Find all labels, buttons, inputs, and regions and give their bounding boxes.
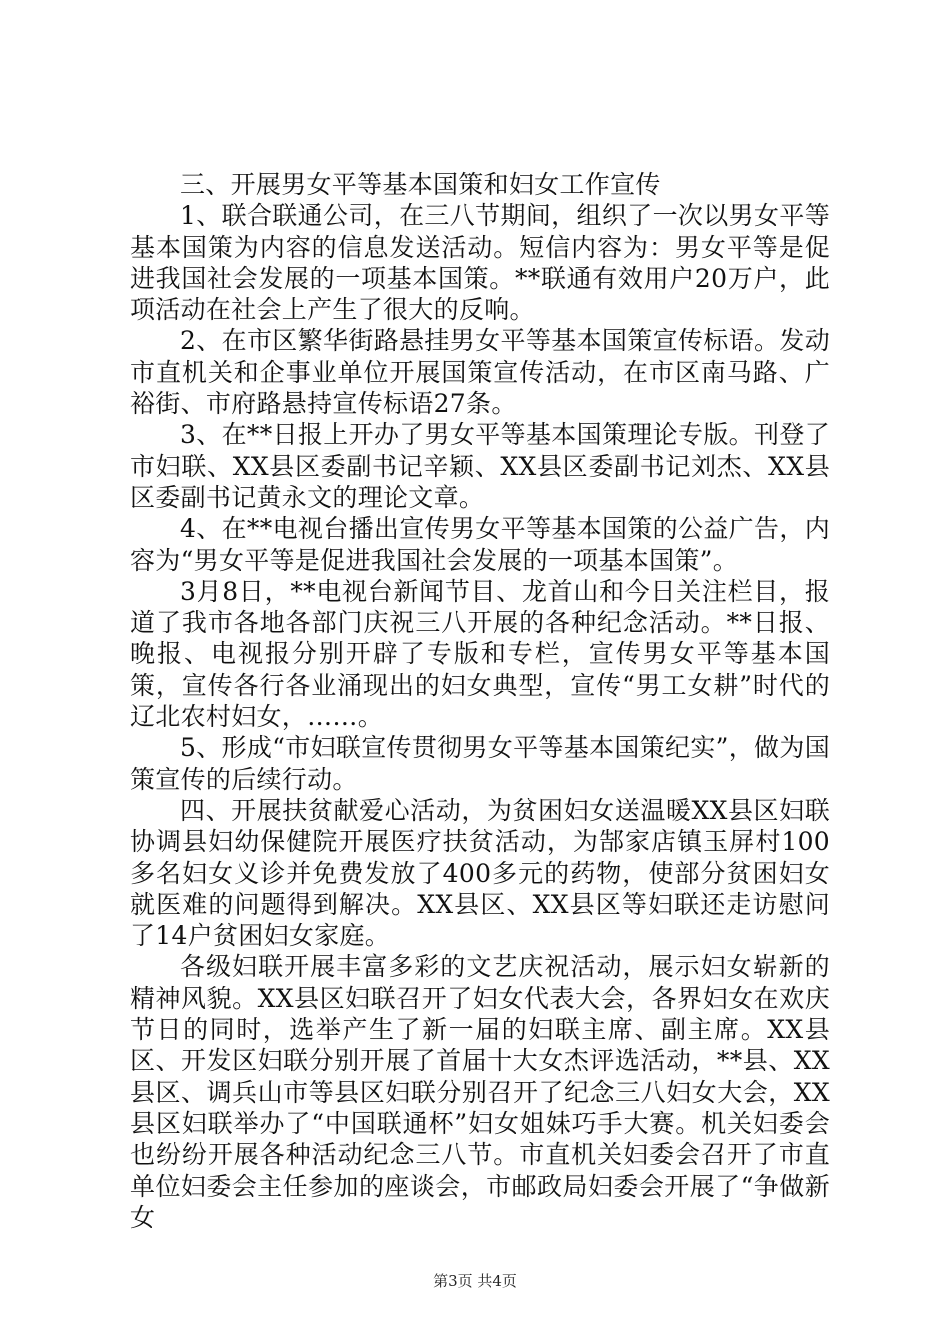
paragraph-march-8: 3月8日，**电视台新闻节目、龙首山和今日关注栏目，报道了我市各地各部门庆祝三八开展的各种纪念活动。**日报、晚报、电视报分别开辟了专版和专栏，宣传男女平等基本国策，宣传各行各业涌现出的妇女典型，宣传“男工女耕”时代的辽北农村妇女，……。 bbox=[130, 576, 830, 732]
document-body bbox=[130, 169, 830, 1233]
section-heading-3: 三、开展男女平等基本国策和妇女工作宣传 bbox=[180, 170, 661, 199]
paragraph-item-4: 4、在**电视台播出宣传男女平等基本国策的公益广告，内容为“男女平等是促进我国社会发展的一项基本国策”。 bbox=[130, 514, 830, 575]
paragraph-item-2: 2、在市区繁华街路悬挂男女平等基本国策宣传标语。发动市直机关和企事业单位开展国策宣传活动，在市区南马路、广裕街、市府路悬持宣传标语27条。 bbox=[130, 326, 830, 419]
paragraph-item-3: 3、在**日报上开办了男女平等基本国策理论专版。刊登了市妇联、XX县区委副书记辛颖、XX县区委副书记刘杰、XX县区委副书记黄永文的理论文章。 bbox=[130, 420, 830, 512]
page-number-footer: 第3页 共4页 bbox=[433, 1272, 517, 1290]
section-heading-4: 四、开展扶贫献爱心活动，为贫困妇女送温暖XX县区妇联协调县妇幼保健院开展医疗扶贫活动，为郜家店镇玉屏村100多名妇女义诊并免费发放了400多元的药物，使部分贫困妇女就医难的问题得到解决。XX县区、XX县区等妇联还走访慰问了14户贫困妇女家庭。 bbox=[130, 795, 830, 951]
paragraph-item-1: 1、联合联通公司，在三八节期间，组织了一次以男女平等基本国策为内容的信息发送活动。短信内容为：男女平等是促进我国社会发展的一项基本国策。**联通有效用户20万户，此项活动在社会上产生了很大的反响。 bbox=[130, 201, 830, 325]
paragraph-item-5: 5、形成“市妇联宣传贯彻男女平等基本国策纪实”，做为国策宣传的后续行动。 bbox=[130, 733, 830, 794]
paragraph-activities: 各级妇联开展丰富多彩的文艺庆祝活动，展示妇女崭新的精神风貌。XX县区妇联召开了妇女代表大会，各界妇女在欢庆节日的同时，选举产生了新一届的妇联主席、副主席。XX县区、开发区妇联分别开展了首届十大女杰评选活动，**县、XX县区、调兵山市等县区妇联分别召开了纪念三八妇女大会，XX县区妇联举办了“中国联通杯”妇女姐妹巧手大赛。机关妇委会也纷纷开展各种活动纪念三八节。市直机关妇委会召开了市直单位妇委会主任参加的座谈会，市邮政局妇委会开展了“争做新女 bbox=[130, 952, 830, 1232]
